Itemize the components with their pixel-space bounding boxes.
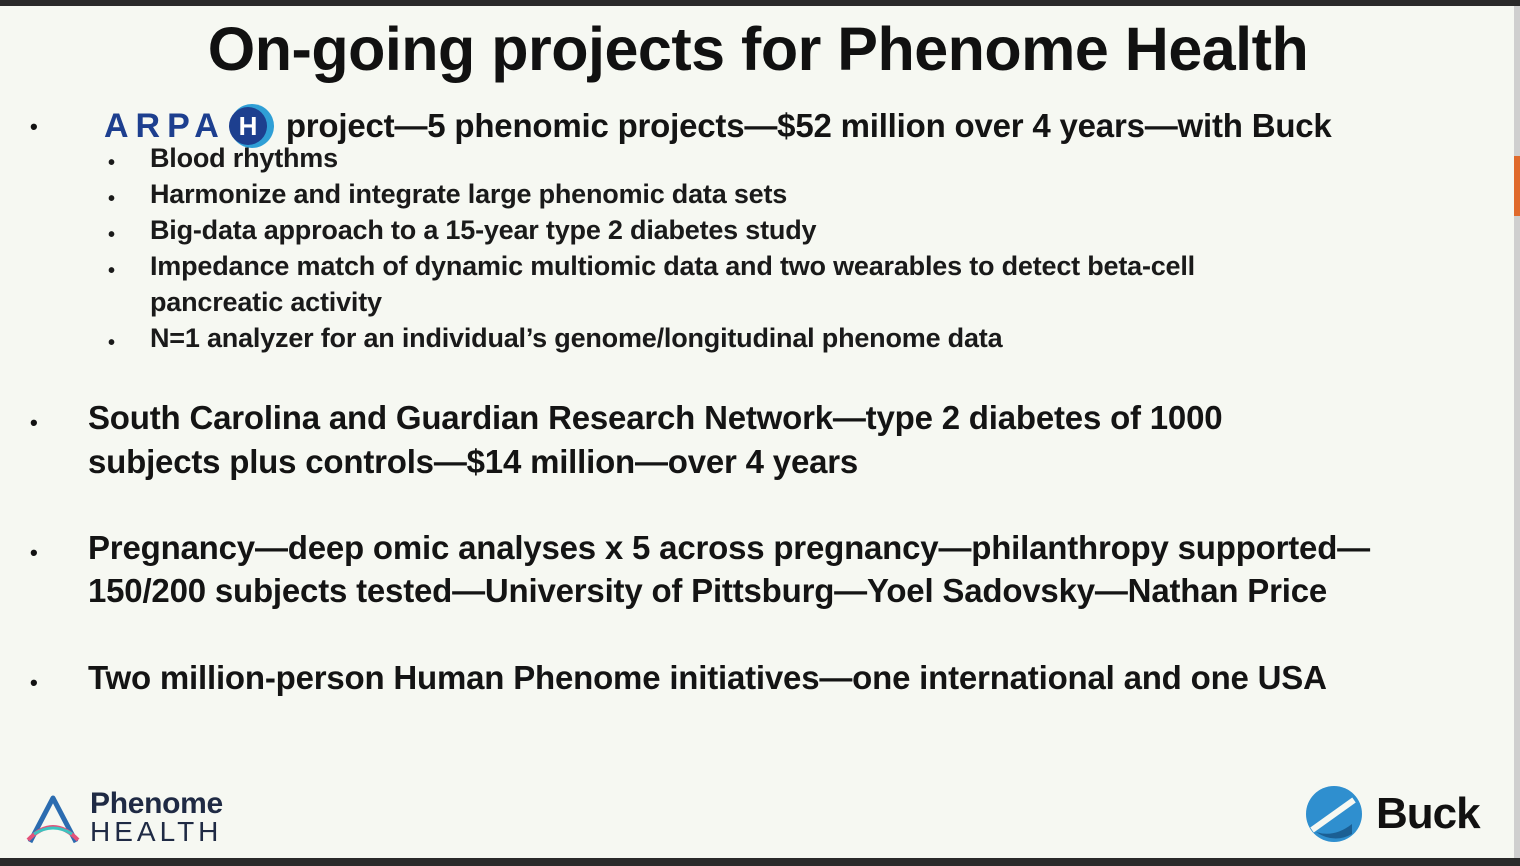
sub-bullet-icon: •: [108, 224, 116, 246]
sub-bullet-icon: •: [108, 260, 116, 282]
phenome-logo-word: Phenome: [90, 787, 223, 820]
arpa-project-text: project—5 phenomic projects—$52 million over 4 years—with Buck: [285, 107, 1332, 144]
sub-item-impedance-cont: pancreatic activity: [150, 287, 382, 317]
item-south-carolina-line2: subjects plus controls—$14 million—over 4 years: [88, 443, 859, 480]
phenome-health-logo-icon: [24, 790, 82, 848]
arpa-logo-text: ARPA: [104, 106, 226, 145]
health-logo-word: HEALTH: [90, 816, 223, 847]
bullet-icon: •: [30, 410, 38, 435]
window-edge: [1514, 6, 1520, 858]
item-south-carolina-line1: South Carolina and Guardian Research Network—type 2 diabetes of 1000: [88, 399, 1223, 436]
bullet-icon: •: [30, 540, 38, 565]
sub-item-harmonize: Harmonize and integrate large phenomic data sets: [150, 179, 788, 209]
sub-bullet-icon: •: [108, 332, 116, 354]
phenome-health-logo: [24, 787, 223, 848]
buck-logo-word: Buck: [1376, 789, 1480, 838]
bullet-icon: •: [30, 670, 38, 695]
item-pregnancy-line1: Pregnancy—deep omic analyses x 5 across pregnancy—philanthropy supported—: [88, 529, 1370, 566]
bullet-icon: •: [30, 114, 38, 139]
buck-logo-icon: [1304, 784, 1364, 844]
sub-item-big-data: Big-data approach to a 15-year type 2 diabetes study: [150, 215, 817, 245]
sub-item-impedance: Impedance match of dynamic multiomic data and two wearables to detect beta-cell: [150, 251, 1195, 281]
buck-logo: [1304, 784, 1480, 844]
arpa-badge-letter: H: [238, 111, 258, 141]
sub-bullet-icon: •: [108, 188, 116, 210]
sub-item-blood-rhythms: Blood rhythms: [150, 143, 338, 173]
item-human-phenome: Two million-person Human Phenome initiatives—one international and one USA: [88, 659, 1327, 696]
item-pregnancy-line2: 150/200 subjects tested—University of Pittsburg—Yoel Sadovsky—Nathan Price: [88, 572, 1328, 609]
sub-bullet-icon: •: [108, 152, 116, 174]
slide-title: On-going projects for Phenome Health: [207, 15, 1309, 83]
slide: [0, 6, 1516, 858]
sub-item-n1-analyzer: N=1 analyzer for an individual’s genome/longitudinal phenome data: [150, 323, 1003, 353]
